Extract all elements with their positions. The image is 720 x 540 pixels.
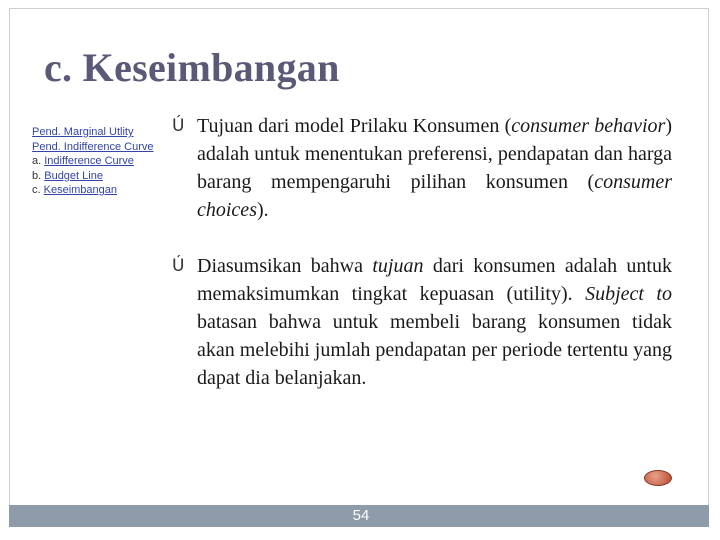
bullet-point: Ú Tujuan dari model Prilaku Konsumen (consumer behavior) adalah untuk menentukan preferensi, pendapatan dan harga barang mempengaruhi pilihan konsumen (consumer choices). [172, 112, 672, 224]
home-button-icon[interactable] [644, 470, 672, 486]
nav-item-keseimbangan: c. Keseimbangan [32, 184, 118, 196]
nav-item-indifference-curve-approach [32, 140, 182, 155]
nav-item-marginal-utility [32, 125, 182, 140]
slide-title: c. Keseimbangan [44, 45, 340, 90]
nav-link-marginal-utility[interactable]: Pend. Marginal Utlity [32, 126, 134, 138]
bullet-point: Ú Diasumsikan bahwa tujuan dari konsumen adalah untuk memaksimumkan tingkat kepuasan (utility). Subject to batasan bahwa untuk membeli barang konsumen tidak akan melebihi jumlah pendapatan per periode tertentu yang dapat dia belanjakan. [172, 252, 672, 392]
nav-link-keseimbangan[interactable]: Keseimbangan [43, 184, 118, 196]
nav-item-budget-line: b. Budget Line [32, 169, 103, 182]
nav-item-indifference-curve: a. Indifference Curve [32, 155, 134, 167]
page-number: 54 [352, 507, 370, 524]
nav-link-indifference-curve-approach[interactable]: Pend. Indifference Curve [32, 140, 154, 153]
bullet-arrow-icon: Ú [172, 256, 185, 276]
slide-content [172, 112, 672, 392]
nav-link-indifference-curve[interactable]: Indifference Curve [44, 155, 134, 167]
nav-link-budget-line[interactable]: Budget Line [44, 169, 103, 182]
nav-menu [32, 125, 182, 198]
bullet-arrow-icon: Ú [172, 116, 185, 136]
